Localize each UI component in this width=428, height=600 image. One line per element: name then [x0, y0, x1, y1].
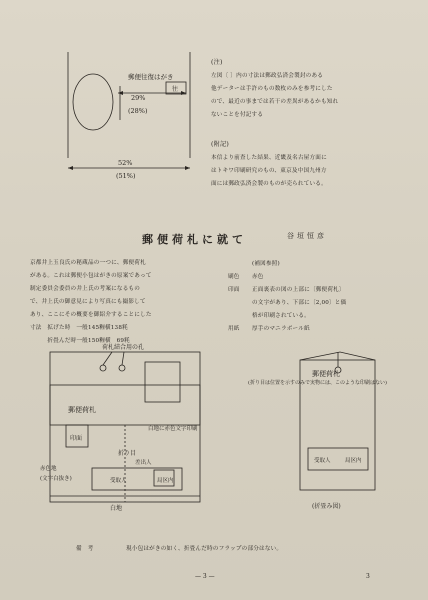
footnote-label: 備 考	[76, 546, 94, 552]
spec-key-2: 印面	[228, 287, 240, 293]
footnote-text: 現小包はがきの如く、折畳んだ時のフラップの部分はない。	[126, 546, 283, 552]
stamp-label: 印面	[70, 435, 83, 442]
spec-val-5: 厚手のマニラボール紙	[252, 326, 310, 332]
notes-line-1: 左図〔 〕内の寸法は郵政弘済会製封のある	[211, 73, 324, 79]
red-ground-label: 赤色地	[40, 466, 57, 472]
notes-line-2: 他データーは手許のもの数枚のみを参考にした	[211, 86, 333, 92]
spec-val-4: 格が印刷されている。	[252, 313, 310, 319]
return-box-label: 往	[172, 86, 179, 93]
folded-caption: (折畳み図)	[312, 503, 341, 510]
spec-val-2: 正面裏表の図の上部に〔郵便荷札〕	[252, 287, 345, 293]
spec-heading: (補図参照)	[252, 261, 280, 267]
addendum-line-3: 面には郵政弘済会製のものが売られている。	[211, 181, 327, 187]
spec-key-1: 刷色	[228, 274, 240, 280]
white-bottom-label: 白地	[110, 505, 123, 512]
body-line-1: 京都井上玉良氏の秘蔵品の一つに、郵便荷札	[30, 260, 146, 266]
outer-dim-1: 52%	[118, 159, 133, 167]
envelope-label: 郵便往復はがき	[128, 73, 174, 81]
fold-label: 折り目	[118, 450, 137, 457]
inner-dim-2: (28%)	[128, 107, 148, 115]
folded-postal-label: 局区内	[345, 458, 362, 464]
addendum-heading: (附記)	[211, 141, 230, 148]
hole-label: 荷札結合用の孔	[102, 344, 145, 351]
spec-val-1: 赤色	[252, 274, 264, 280]
notes-line-3: ので、最近の事までは若干の差異があるかも知れ	[211, 99, 339, 105]
page-number-center: — 3 —	[195, 573, 215, 580]
fold-note-line: (折り目は位置を示すのみで実物には、このような印刷はない)	[248, 380, 387, 386]
spec-val-3: の文字があり、下部に〔2,00〕と価	[252, 300, 347, 306]
spec-key-5: 用紙	[228, 326, 240, 332]
inner-dim-1: 29%	[131, 94, 146, 102]
article-author: 谷垣恒彦	[287, 232, 327, 240]
white-text-label: (文字白抜き)	[40, 476, 72, 482]
folded-flap	[300, 352, 375, 360]
addendum-line-1: 本信より前査した結果、近畿及名古屋方面に	[211, 155, 327, 161]
folded-recipient-label: 受取人	[314, 458, 331, 464]
body-line-4: で、井上氏の御意見により写真にも撮影して	[30, 299, 146, 305]
page-number-right: 3	[366, 573, 370, 580]
sender-box-label: 受取人	[110, 478, 127, 484]
outer-dim-2: (51%)	[116, 172, 136, 180]
body-line-5: あり、ここにその概要を御紹介することにした	[30, 312, 152, 318]
recipient-label: 差出人	[135, 460, 152, 466]
body-line-6: 寸法 拡げた時 一般145糎横138粍	[30, 325, 128, 331]
body-line-2: がある。これは郵便小包はがきの原案であって	[30, 273, 152, 279]
article-title: 郵便荷札に就て	[142, 233, 247, 246]
left-tag-title: 郵便荷札	[68, 406, 96, 414]
postal-code-label: 局区内	[157, 478, 174, 484]
right-tag-title: 郵便荷札	[312, 370, 340, 378]
notes-heading: (注)	[211, 59, 223, 66]
body-line-7: 折畳んだ時一般150糎横 69粍	[30, 338, 130, 344]
body-line-3: 制定委員会委員の井上氏の考案になるもの	[30, 286, 141, 292]
notes-line-4: ないことを付記する	[211, 112, 264, 118]
addendum-line-2: はトキワ印刷研究のもの、東京及中国九州方	[211, 168, 327, 174]
white-ground-label: 白地に赤色文字印刷	[148, 426, 198, 432]
